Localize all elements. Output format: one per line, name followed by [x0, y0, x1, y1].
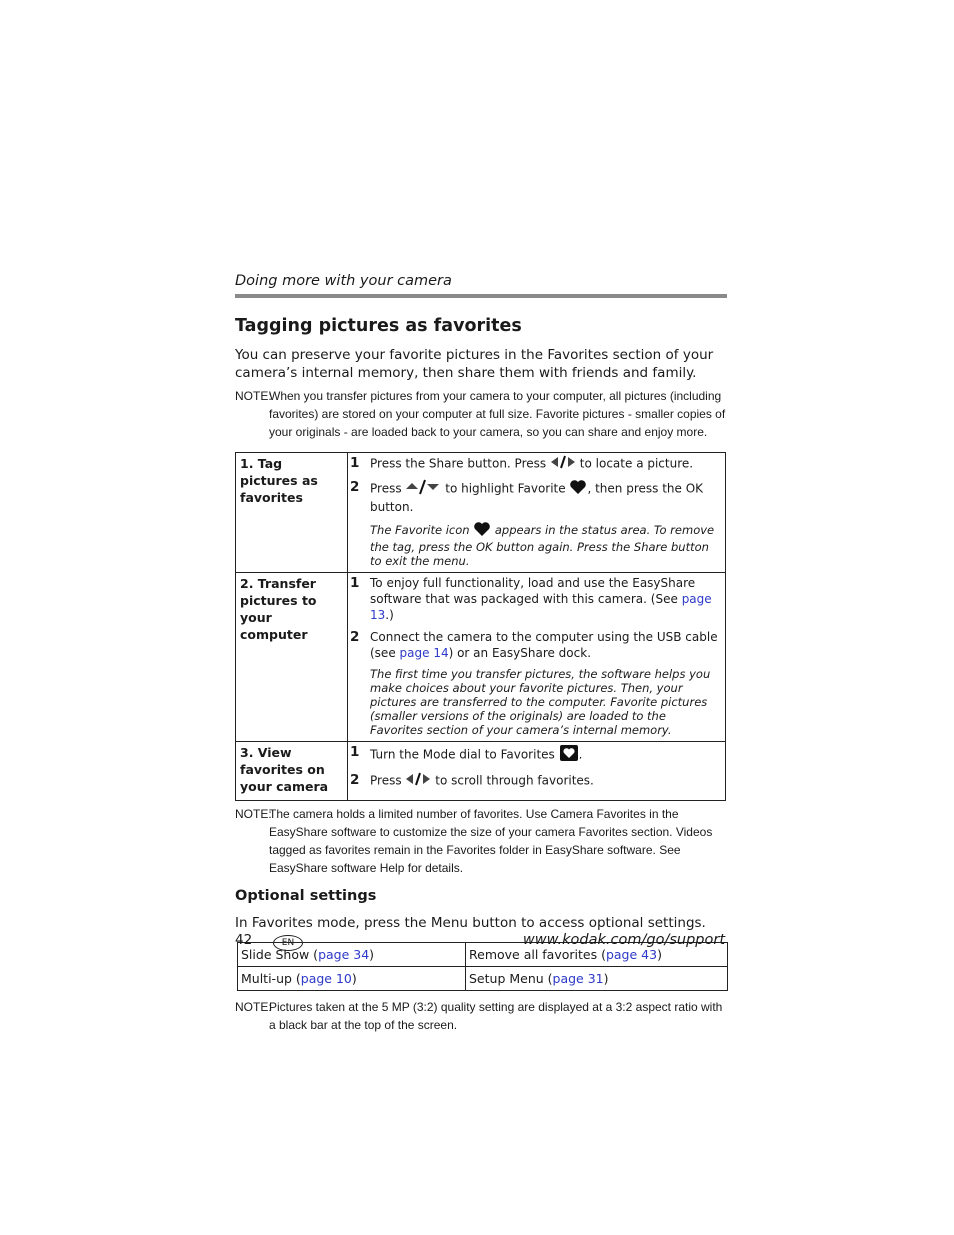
step-number: 2: [350, 629, 360, 645]
page-link[interactable]: page 34: [318, 947, 370, 962]
step-text: to scroll through favorites.: [435, 773, 594, 788]
section-title-optional: Optional settings: [235, 888, 377, 904]
step-text: Connect the camera to the computer using the USB cable (see: [370, 630, 718, 660]
step-text: Turn the Mode dial to Favorites: [370, 747, 555, 762]
note-favorites-limit: [235, 805, 727, 877]
note-aspect-ratio: [235, 998, 727, 1034]
favorites-mode-icon: [559, 744, 579, 766]
page-link[interactable]: page 43: [605, 947, 658, 962]
step-number: 1: [350, 744, 360, 760]
tip-text: The first time you transfer pictures, the software helps you make choices about your favorite pictures. Then, your pictures are transferred to the computer. Favorite pictures (smaller versions of the originals) are loaded to the Favorites section of your camera’s internal memory.: [370, 667, 711, 737]
up-down-arrows-icon: [405, 479, 441, 499]
step-text: .): [385, 608, 394, 622]
table-row: [236, 453, 726, 573]
step-label-transfer: 2. Transfer pictures to your computer: [236, 573, 348, 742]
step-text: ) or an EasyShare dock.: [448, 646, 592, 660]
step-content-transfer: [348, 573, 726, 742]
step-number: 1: [350, 575, 360, 591]
option-cell: Remove all favorites (page 43): [466, 943, 728, 967]
heart-icon: [569, 479, 587, 499]
step-label-tag: 1. Tag pictures as favorites: [236, 453, 348, 573]
list-item: [350, 772, 721, 790]
step-text: , then press the OK button.: [370, 481, 704, 514]
page-title: Tagging pictures as favorites: [235, 316, 522, 336]
step-text: Press: [370, 773, 402, 788]
step-text: to highlight Favorite: [445, 481, 566, 496]
list-item: [350, 575, 721, 623]
note-label: NOTE:: [235, 807, 272, 821]
intro-paragraph: You can preserve your favorite pictures in the Favorites section of your camera’s internal memory, then share them with friends and family.: [235, 347, 714, 381]
list-item: [350, 479, 721, 515]
page-link[interactable]: page 14: [399, 646, 449, 660]
list-item: [350, 629, 721, 661]
note-transfer: [235, 387, 727, 441]
steps-table: [235, 452, 726, 801]
running-head: Doing more with your camera: [235, 273, 452, 289]
tip-text: The Favorite icon appears in the status area. To remove the tag, press the OK button again. Press the Share button to exit the menu.: [370, 523, 715, 568]
language-badge: EN: [273, 935, 303, 951]
step-number: 2: [350, 479, 360, 495]
page-link[interactable]: page 10: [300, 971, 352, 986]
step-text: Press: [370, 481, 402, 496]
option-cell: Slide Show (page 34): [238, 943, 466, 967]
note-text: When you transfer pictures from your camera to your computer, all pictures (including favorites) are stored on your computer at full size. Favorite pictures - smaller copies of your originals - are loaded back to your camera, so you can share and enjoy more.: [269, 389, 726, 439]
table-row: [236, 742, 726, 801]
note-text: Pictures taken at the 5 MP (3:2) quality setting are displayed at a 3:2 aspect ratio with a black bar at the top of the screen.: [269, 1000, 723, 1032]
step-text: to locate a picture.: [579, 456, 694, 471]
note-label: NOTE:: [235, 1000, 272, 1014]
note-label: NOTE:: [235, 389, 272, 403]
step-number: 1: [350, 455, 360, 471]
page-number: 42: [235, 932, 253, 948]
optional-intro: In Favorites mode, press the Menu button to access optional settings.: [235, 915, 706, 931]
step-content-view: [348, 742, 726, 801]
left-right-arrows-icon: [405, 772, 431, 790]
table-row: [238, 967, 728, 991]
note-text: The camera holds a limited number of favorites. Use Camera Favorites in the EasyShare software to customize the size of your camera Favorites section. Videos tagged as favorites remain in the Favorites folder in EasyShare software. See EasyShare software Help for details.: [269, 807, 713, 875]
step-text: Press the Share button. Press: [370, 456, 547, 471]
step-text: .: [578, 747, 583, 762]
step-label-view: 3. View favorites on your camera: [236, 742, 348, 801]
step-text: To enjoy full functionality, load and use the EasyShare software that was packaged with this camera. (See: [370, 576, 696, 606]
left-right-arrows-icon: [550, 455, 576, 473]
heart-icon: [473, 521, 491, 540]
option-cell: Setup Menu (page 31): [466, 967, 728, 991]
step-number: 2: [350, 772, 360, 788]
page-footer: [235, 932, 727, 954]
page-content: [235, 270, 727, 1034]
list-item: [350, 455, 721, 473]
option-cell: Multi-up (page 10): [238, 967, 466, 991]
support-url: www.kodak.com/go/support: [522, 932, 725, 948]
step-content-tag: [348, 453, 726, 573]
list-item: [350, 744, 721, 766]
page-link[interactable]: page 31: [552, 971, 604, 986]
header-rule: [235, 294, 727, 298]
page-link[interactable]: page 13: [370, 592, 712, 622]
table-row: [236, 573, 726, 742]
